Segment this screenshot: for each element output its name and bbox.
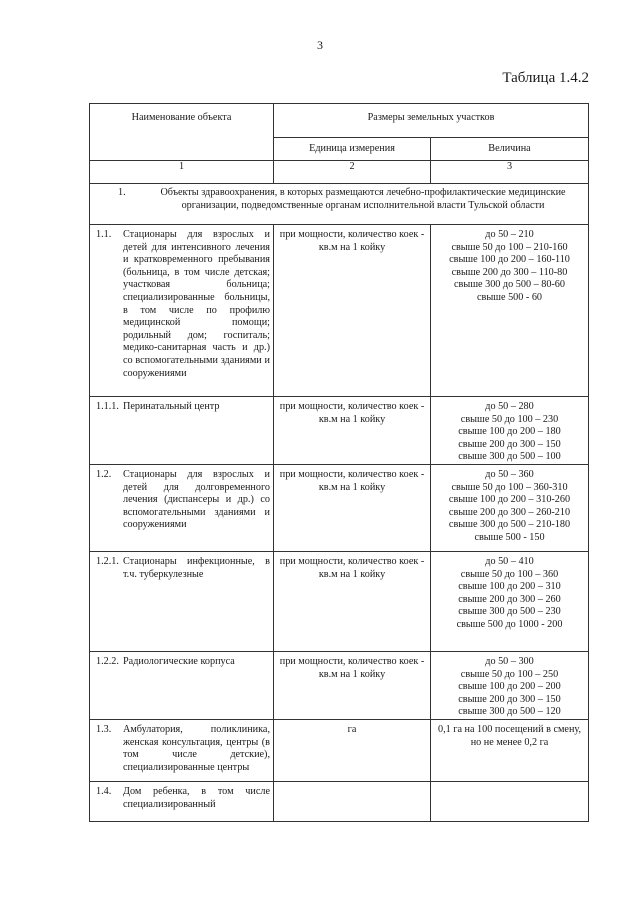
unit-cell: при мощности, количество коек - кв.м на 1 койку	[274, 465, 431, 552]
value-line: свыше 500 до 1000 - 200	[456, 618, 563, 630]
value-line: до 50 – 300	[485, 656, 534, 667]
table-row	[90, 782, 589, 822]
value-line: свыше 500 - 60	[476, 291, 543, 303]
object-name-cell	[90, 465, 274, 552]
value-line: свыше 300 до 500 – 210-180	[448, 519, 571, 531]
item-code: 1.2.2.	[96, 656, 119, 667]
value-line: свыше 300 до 500 – 230	[458, 606, 561, 618]
value-line: свыше 300 до 500 – 100	[458, 451, 561, 463]
object-name-cell	[90, 397, 274, 465]
table-row	[90, 225, 589, 397]
value-cell	[431, 782, 589, 822]
header-sizes-group: Размеры земельных участков	[274, 104, 589, 138]
table-row	[90, 552, 589, 652]
value-line: свыше 50 до 100 – 230	[460, 413, 559, 425]
unit-cell	[274, 782, 431, 822]
value-line: свыше 200 до 300 – 110-80	[451, 266, 568, 278]
value-line: до 50 – 280	[485, 401, 534, 412]
object-name-cell	[90, 782, 274, 822]
item-name: Дом ребенка, в том числе специализированный	[123, 786, 270, 810]
value-cell	[431, 465, 589, 552]
value-line: до 50 – 410	[485, 556, 534, 567]
value-line: свыше 50 до 100 – 250	[460, 668, 559, 680]
value-cell	[431, 652, 589, 720]
value-line: свыше 50 до 100 – 360	[460, 568, 559, 580]
page-number: 3	[317, 38, 323, 52]
value-line: свыше 100 до 200 – 180	[458, 426, 561, 438]
table-row	[90, 397, 589, 465]
object-name-cell	[90, 552, 274, 652]
value-line: свыше 100 до 200 – 310-260	[448, 494, 571, 506]
section-title: Объекты здравоохранения, в которых размещаются лечебно-профилактические медицинские организации, подведомственные органам исполнительной власти Тульской области	[160, 187, 566, 211]
value-line: свыше 100 до 200 – 160-110	[449, 254, 570, 266]
item-name: Перинатальный центр	[123, 401, 220, 412]
value-line: свыше 200 до 300 – 260-210	[448, 506, 571, 518]
column-number: 3	[431, 161, 589, 184]
value-cell	[431, 397, 589, 465]
table-row	[90, 465, 589, 552]
section-number: 1.	[118, 187, 126, 198]
value-line: свыше 200 до 300 – 150	[458, 693, 561, 705]
object-name-cell	[90, 225, 274, 397]
item-name: Стационары для взрослых и детей для интенсивного лечения и кратковременного пребывания (больница, в том числе детская; участковая больница; специализированные больницы, в том числе по профилю медицинской помощи; родильный дом; госпиталь; медико-санитарная часть и др.) со вспомогательными зданиями и сооружениями	[123, 229, 270, 379]
object-name-cell	[90, 652, 274, 720]
header-value-column: Величина	[431, 138, 589, 161]
unit-cell: га	[274, 720, 431, 782]
unit-cell: при мощности, количество коек - кв.м на 1 койку	[274, 552, 431, 652]
item-name: Амбулатория, поликлиника, женская консультация, центры (в том числе детские), специализированные центры	[123, 724, 270, 773]
item-code: 1.2.1.	[96, 556, 119, 567]
value-cell	[431, 552, 589, 652]
table-row	[90, 720, 589, 782]
table-row	[90, 652, 589, 720]
value-line: до 50 – 360	[485, 469, 534, 480]
item-name: Стационары инфекционные, в т.ч. туберкулезные	[123, 556, 270, 580]
column-number-row	[90, 161, 589, 184]
item-name: Стационары для взрослых и детей для долговременного лечения (диспансеры и др.) со вспомогательными зданиями и сооружениями	[123, 469, 270, 531]
header-unit-column: Единица измерения	[274, 138, 431, 161]
unit-cell: при мощности, количество коек - кв.м на 1 койку	[274, 397, 431, 465]
column-number: 1	[90, 161, 274, 184]
item-code: 1.3.	[96, 724, 112, 735]
value-line: свыше 50 до 100 – 360-310	[451, 481, 568, 493]
item-code: 1.4.	[96, 786, 112, 797]
value-line: свыше 300 до 500 – 80-60	[454, 279, 565, 291]
item-code: 1.1.	[96, 229, 112, 240]
value-line: 0,1 га на 100 посещений в смену, но не менее 0,2 га	[437, 724, 582, 748]
value-cell	[431, 720, 589, 782]
item-code: 1.2.	[96, 469, 112, 480]
item-name: Радиологические корпуса	[123, 656, 235, 667]
value-line: свыше 200 до 300 – 260	[458, 593, 561, 605]
unit-cell: при мощности, количество коек - кв.м на 1 койку	[274, 652, 431, 720]
value-line: свыше 300 до 500 – 120	[458, 706, 561, 718]
value-line: свыше 100 до 200 – 310	[458, 581, 561, 593]
header-name-column: Наименование объекта	[90, 104, 274, 161]
column-number: 2	[274, 161, 431, 184]
section-row	[90, 184, 589, 225]
value-line: свыше 50 до 100 – 210-160	[451, 241, 568, 253]
value-line: свыше 200 до 300 – 150	[458, 438, 561, 450]
value-cell	[431, 225, 589, 397]
land-size-table	[89, 103, 589, 822]
value-line: свыше 500 - 150	[474, 531, 545, 543]
value-line: свыше 100 до 200 – 200	[458, 681, 561, 693]
table-caption: Таблица 1.4.2	[502, 70, 589, 86]
object-name-cell	[90, 720, 274, 782]
item-code: 1.1.1.	[96, 401, 119, 412]
unit-cell: при мощности, количество коек - кв.м на 1 койку	[274, 225, 431, 397]
value-line: до 50 – 210	[485, 229, 534, 240]
